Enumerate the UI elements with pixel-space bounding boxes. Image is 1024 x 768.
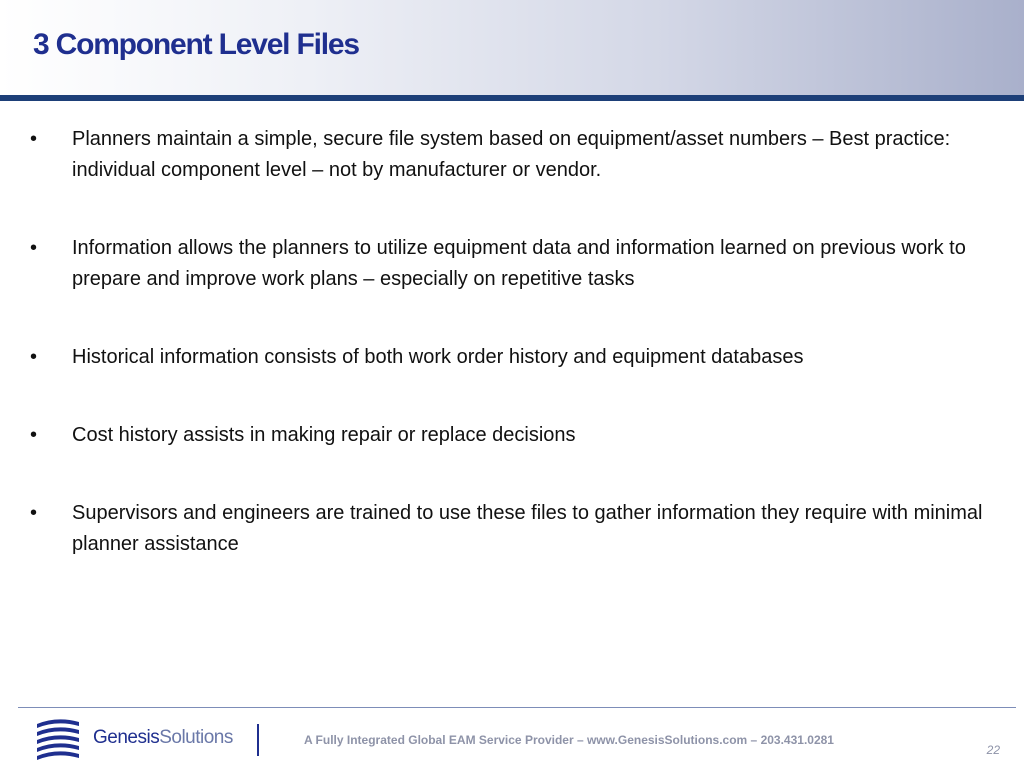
- genesis-solutions-logo: [35, 714, 265, 764]
- bullet-text: Planners maintain a simple, secure file system based on equipment/asset numbers – Best practice: individual component level – not by manufacturer or vendor.: [72, 128, 951, 181]
- bullet-item: [30, 342, 990, 373]
- bullet-symbol: •: [30, 128, 38, 150]
- page-number: 22: [986, 743, 1000, 757]
- slide-header: [0, 0, 1024, 97]
- bullet-list: [30, 124, 990, 607]
- bullet-item: [30, 233, 990, 295]
- logo-text-solutions: Solutions: [159, 727, 233, 748]
- bullet-item: [30, 420, 990, 451]
- bullet-symbol: •: [30, 424, 38, 446]
- bullet-symbol: •: [30, 237, 38, 259]
- bullet-text: Historical information consists of both work order history and equipment databases: [72, 346, 804, 368]
- bullet-text: Information allows the planners to utilize equipment data and information learned on previous work to prepare and improve work plans – especially on repetitive tasks: [72, 237, 966, 290]
- bullet-symbol: •: [30, 502, 38, 524]
- header-divider: [0, 95, 1024, 101]
- bullet-text: Supervisors and engineers are trained to use these files to gather information they require with minimal planner assistance: [72, 502, 983, 555]
- logo-text-genesis: Genesis: [93, 727, 160, 748]
- bullet-item: [30, 124, 990, 186]
- bullet-symbol: •: [30, 346, 38, 368]
- slide-title: 3 Component Level Files: [33, 28, 359, 61]
- footer-divider: [18, 707, 1016, 708]
- wave-logo-icon: [35, 716, 85, 762]
- logo-wordmark: [93, 727, 233, 749]
- bullet-text: Cost history assists in making repair or replace decisions: [72, 424, 576, 446]
- logo-separator: [257, 724, 259, 756]
- footer-tagline: A Fully Integrated Global EAM Service Provider – www.GenesisSolutions.com – 203.431.0281: [304, 733, 834, 747]
- bullet-item: [30, 498, 990, 560]
